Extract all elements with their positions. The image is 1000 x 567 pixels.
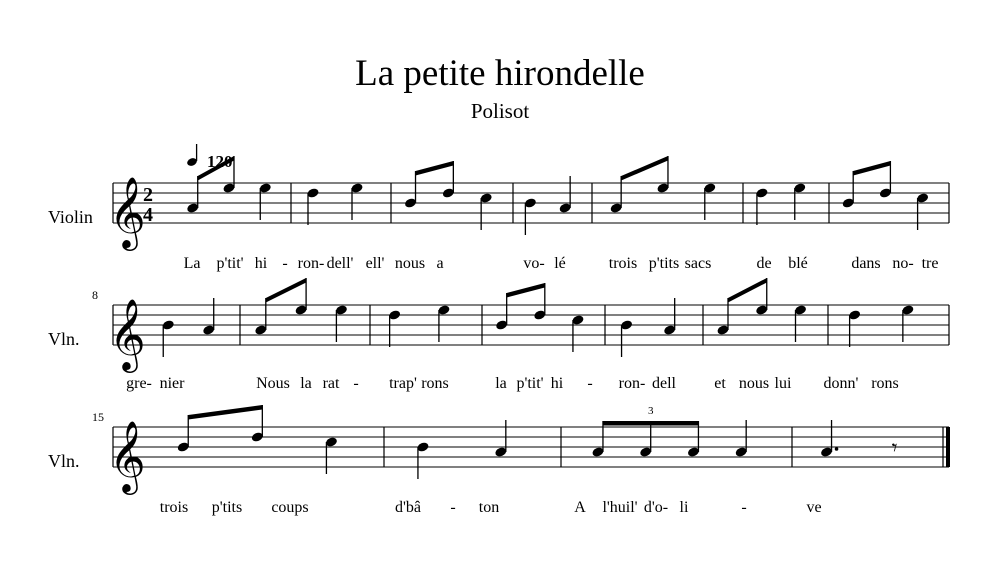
beam: [188, 405, 262, 420]
lyric-syllable: ron-: [297, 255, 325, 272]
augmentation-dot: [835, 447, 839, 451]
lyric-syllable: -: [450, 499, 456, 516]
lyric-syllable: nier: [159, 375, 185, 392]
lyric-syllable: a: [436, 255, 444, 272]
lyric-syllable: trois: [159, 499, 189, 516]
lyric-syllable: trap': [389, 375, 417, 392]
lyric-syllable: hi: [254, 255, 268, 272]
lyric-syllable: la: [300, 375, 312, 392]
lyric-syllable: lé: [554, 255, 566, 272]
lyric-syllable: A: [574, 499, 586, 516]
lyric-syllable: p'tits: [211, 499, 243, 516]
beam: [728, 278, 767, 303]
lyric-syllable: -: [587, 375, 593, 392]
lyric-syllable: rons: [871, 375, 899, 392]
lyric-syllable: hi: [550, 375, 564, 392]
instrument-label: Vln.: [48, 451, 80, 471]
time-signature-bottom: 4: [143, 204, 153, 226]
lyric-syllable: vo-: [523, 255, 545, 272]
music-system: [48, 405, 950, 516]
lyric-syllable: dell': [326, 255, 354, 272]
tuplet-number: 3: [647, 405, 654, 417]
lyric-syllable: et: [714, 375, 726, 392]
beam: [507, 283, 545, 298]
lyric-syllable: p'tit': [516, 375, 544, 392]
music-system: [48, 156, 949, 272]
lyric-syllable: -: [741, 499, 747, 516]
lyric-syllable: lui: [774, 375, 792, 392]
score-title: La petite hirondelle: [355, 53, 645, 94]
lyric-syllable: ve: [806, 499, 822, 516]
beam: [416, 161, 454, 176]
time-signature-top: 2: [143, 184, 153, 206]
lyric-syllable: l'huil': [602, 499, 638, 516]
treble-clef-icon: 𝄞: [109, 175, 146, 248]
lyric-syllable: gre-: [126, 375, 152, 392]
lyric-syllable: La: [183, 255, 201, 272]
measure-number: 8: [92, 288, 98, 302]
lyric-syllable: d'o-: [643, 499, 669, 516]
lyric-syllable: coups: [271, 499, 309, 516]
systems: [48, 156, 950, 516]
beam: [603, 421, 698, 426]
lyric-syllable: p'tits: [648, 255, 680, 272]
lyric-syllable: no-: [892, 255, 914, 272]
lyric-syllable: Nous: [256, 375, 290, 392]
eighth-rest-icon: 𝄾: [891, 436, 898, 461]
instrument-label: Violin: [48, 207, 93, 227]
lyric-syllable: dans: [851, 255, 881, 272]
beam: [621, 156, 668, 181]
treble-clef-icon: 𝄞: [109, 419, 146, 492]
beam: [266, 278, 306, 303]
tempo-bpm: 120: [207, 152, 233, 171]
lyric-syllable: -: [282, 255, 288, 272]
lyric-syllable: rons: [421, 375, 449, 392]
lyric-syllable: de: [756, 255, 772, 272]
lyric-syllable: d'bâ: [395, 499, 421, 516]
lyric-syllable: ell': [365, 255, 385, 272]
beam: [853, 161, 890, 176]
lyric-syllable: li: [679, 499, 689, 516]
lyric-syllable: p'tit': [216, 255, 244, 272]
music-system: [48, 278, 949, 392]
lyric-syllable: tre: [921, 255, 939, 272]
measure-number: 15: [92, 410, 104, 424]
final-barline-thick: [946, 427, 950, 467]
treble-clef-icon: 𝄞: [109, 297, 146, 370]
lyric-syllable: sacs: [684, 255, 712, 272]
lyric-syllable: dell: [652, 375, 676, 392]
lyric-syllable: nous: [738, 375, 770, 392]
lyric-syllable: nous: [394, 255, 426, 272]
tempo-marking: [186, 144, 232, 171]
lyric-syllable: donn': [823, 375, 859, 392]
lyric-syllable: -: [353, 375, 359, 392]
lyric-syllable: ton: [478, 499, 500, 516]
lyric-syllable: la: [495, 375, 507, 392]
composer-name: Polisot: [470, 99, 530, 123]
instrument-label: Vln.: [48, 329, 80, 349]
lyric-syllable: trois: [608, 255, 638, 272]
lyric-syllable: rat: [322, 375, 340, 392]
lyric-syllable: ron-: [618, 375, 646, 392]
lyric-syllable: blé: [788, 255, 808, 272]
